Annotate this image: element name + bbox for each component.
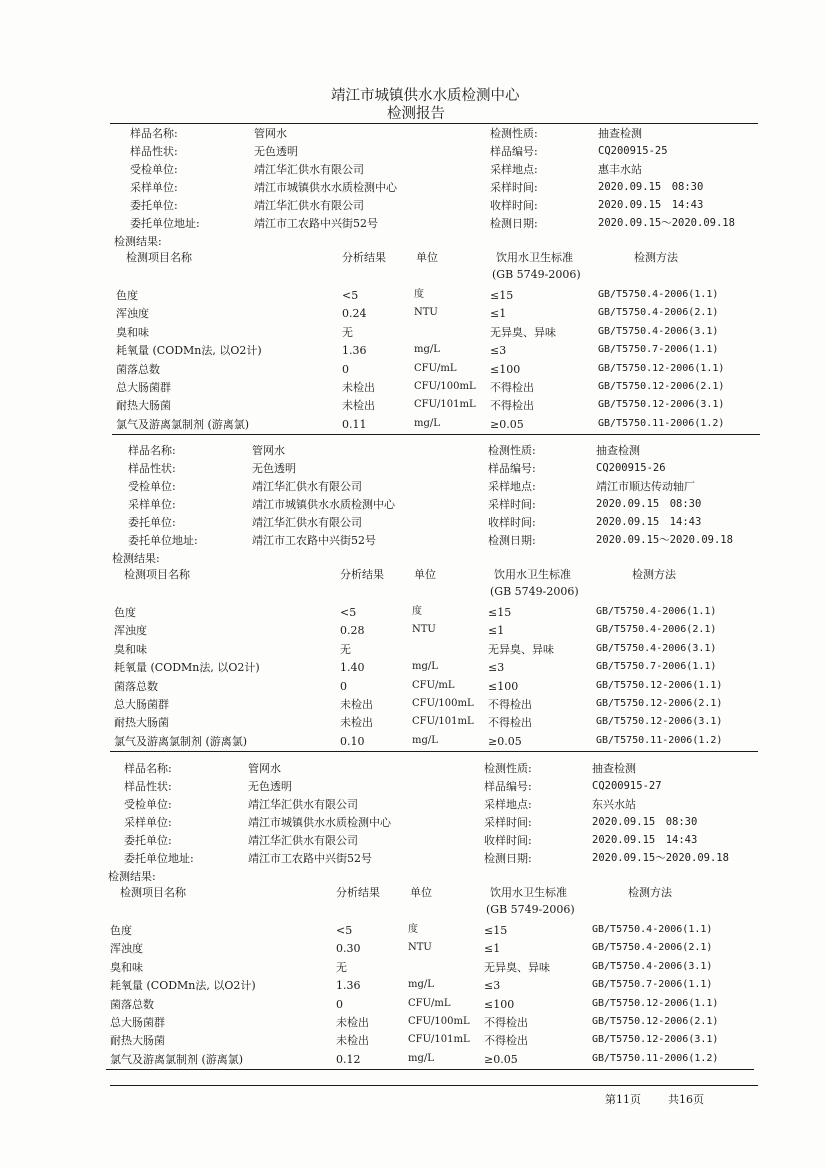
sampling-site-value: 靖江市顺达传动轴厂 [596, 480, 695, 493]
sample-state-label: 样品性状: [130, 145, 178, 158]
item-name: 总大肠菌群 [114, 698, 169, 711]
col-header-standard-sub: (GB 5749-2006) [492, 268, 581, 281]
item-result: 0.10 [340, 734, 365, 748]
inspection-type-value: 抽查检测 [592, 762, 636, 775]
receive-time-label: 收样时间: [490, 199, 538, 212]
item-method: GB/T5750.7-2006(1.1) [598, 344, 719, 356]
item-standard: ≤100 [488, 679, 519, 693]
col-header-unit: 单位 [416, 251, 438, 264]
item-standard: ≤1 [484, 942, 501, 956]
item-result: 0.24 [342, 307, 367, 321]
inspected-unit-value: 靖江华汇供水有限公司 [248, 798, 358, 811]
item-unit: NTU [408, 942, 432, 954]
col-header-standard: 饮用水卫生标准 [490, 886, 567, 899]
item-name: 耐热大肠菌 [114, 716, 169, 730]
item-unit: NTU [414, 307, 438, 319]
col-header-result: 分析结果 [336, 886, 380, 899]
col-header-item: 检测项目名称 [126, 251, 192, 264]
sampling-unit-value: 靖江市城镇供水水质检测中心 [254, 181, 397, 194]
sample-name-value: 管网水 [248, 762, 281, 775]
client-address-label: 委托单位地址: [128, 534, 198, 547]
col-header-standard-sub: (GB 5749-2006) [490, 585, 579, 598]
report-title: 检测报告 [387, 106, 445, 122]
item-result: 未检出 [336, 1016, 369, 1029]
item-method: GB/T5750.4-2006(2.1) [592, 942, 713, 954]
item-result: 1.36 [336, 979, 361, 993]
item-standard: 不得检出 [490, 399, 534, 413]
col-header-result: 分析结果 [342, 251, 386, 264]
item-method: GB/T5750.12-2006(2.1) [596, 698, 723, 709]
item-standard: 无异臭、异味 [490, 325, 556, 339]
item-standard: 无异臭、异味 [484, 960, 550, 974]
sample-no-label: 样品编号: [488, 462, 536, 475]
col-header-method: 检测方法 [634, 251, 678, 264]
item-name: 浑浊度 [110, 942, 143, 956]
item-method: GB/T5750.4-2006(3.1) [598, 325, 719, 337]
item-result: 0 [336, 997, 343, 1011]
item-result: <5 [342, 289, 359, 302]
item-standard: 不得检出 [488, 698, 532, 711]
test-date-value: 2020.09.15～2020.09.18 [598, 217, 735, 229]
item-method: GB/T5750.11-2006(1.2) [592, 1052, 719, 1064]
item-standard: ≤15 [484, 924, 508, 937]
item-standard: ≤3 [488, 661, 505, 675]
client-unit-value: 靖江华汇供水有限公司 [248, 834, 358, 847]
inspected-unit-label: 受检单位: [130, 163, 178, 176]
item-method: GB/T5750.11-2006(1.2) [596, 734, 723, 746]
page-number: 第11页 [605, 1093, 641, 1106]
client-unit-label: 委托单位: [130, 199, 178, 212]
item-result: 0.12 [336, 1052, 361, 1066]
results-label: 检测结果: [108, 870, 156, 883]
sampling-time-value: 2020.09.15 08:30 [592, 816, 698, 828]
sample-no-label: 样品编号: [490, 145, 538, 158]
item-result: 无 [340, 642, 351, 656]
item-result: 无 [342, 325, 353, 339]
sampling-unit-label: 采样单位: [128, 498, 176, 511]
receive-time-value: 2020.09.15 14:43 [598, 199, 704, 211]
inspected-unit-label: 受检单位: [124, 798, 172, 811]
item-standard: 不得检出 [488, 716, 532, 730]
item-result: 未检出 [340, 716, 373, 730]
client-unit-label: 委托单位: [128, 516, 176, 529]
inspection-type-label: 检测性质: [488, 444, 536, 457]
sample-state-value: 无色透明 [254, 145, 298, 158]
item-unit: mg/L [412, 734, 438, 746]
section-divider [106, 1069, 754, 1070]
item-result: 1.36 [342, 344, 367, 358]
item-unit: mg/L [414, 417, 440, 429]
item-method: GB/T5750.12-2006(2.1) [592, 1016, 719, 1027]
item-result: 未检出 [342, 399, 375, 413]
col-header-item: 检测项目名称 [120, 886, 186, 899]
item-name: 臭和味 [114, 642, 147, 656]
item-name: 臭和味 [110, 960, 143, 974]
item-standard: ≤1 [490, 307, 507, 321]
item-standard: ≤1 [488, 624, 505, 638]
item-standard: ≤3 [484, 979, 501, 993]
item-name: 色度 [114, 606, 136, 619]
item-unit: 度 [412, 606, 422, 617]
item-standard: 不得检出 [484, 1034, 528, 1048]
item-method: GB/T5750.4-2006(1.1) [596, 606, 717, 617]
item-name: 浑浊度 [116, 307, 149, 321]
sample-no-value: CQ200915-25 [598, 145, 668, 157]
sampling-site-label: 采样地点: [484, 798, 532, 811]
item-method: GB/T5750.12-2006(1.1) [596, 679, 723, 691]
item-name: 氯气及游离氯制剂 (游离氯) [114, 734, 248, 748]
item-result: 0.28 [340, 624, 365, 638]
item-result: 1.40 [340, 661, 365, 675]
sampling-time-value: 2020.09.15 08:30 [598, 181, 704, 193]
item-result: 0 [342, 362, 349, 376]
item-result: <5 [336, 924, 353, 937]
item-result: 无 [336, 960, 347, 974]
item-name: 耗氧量 (CODMn法, 以O2计) [114, 661, 260, 675]
item-unit: mg/L [408, 979, 434, 991]
item-unit: 度 [408, 924, 418, 935]
col-header-result: 分析结果 [340, 568, 384, 581]
page-total: 共16页 [668, 1093, 704, 1106]
bottom-rule [110, 1085, 758, 1086]
item-method: GB/T5750.4-2006(2.1) [596, 624, 717, 636]
client-unit-label: 委托单位: [124, 834, 172, 847]
item-name: 菌落总数 [110, 997, 154, 1011]
sample-name-label: 样品名称: [128, 444, 176, 457]
col-header-item: 检测项目名称 [124, 568, 190, 581]
client-unit-value: 靖江华汇供水有限公司 [252, 516, 362, 529]
sampling-site-label: 采样地点: [490, 163, 538, 176]
item-standard: ≥0.05 [488, 734, 522, 748]
client-address-value: 靖江市工农路中兴街52号 [252, 534, 376, 547]
item-unit: CFU/101mL [412, 716, 474, 728]
item-result: 未检出 [342, 381, 375, 394]
test-date-label: 检测日期: [490, 217, 538, 230]
sample-name-value: 管网水 [254, 127, 287, 140]
col-header-standard: 饮用水卫生标准 [494, 568, 571, 581]
item-result: 未检出 [340, 698, 373, 711]
sampling-site-value: 惠丰水站 [598, 163, 642, 176]
item-unit: mg/L [412, 661, 438, 673]
sample-state-label: 样品性状: [124, 780, 172, 793]
item-unit: CFU/101mL [414, 399, 476, 411]
item-result: 0.11 [342, 417, 367, 431]
sample-state-value: 无色透明 [252, 462, 296, 475]
item-name: 总大肠菌群 [116, 381, 171, 394]
sampling-site-value: 东兴水站 [592, 798, 636, 811]
item-method: GB/T5750.12-2006(3.1) [598, 399, 725, 411]
item-standard: 无异臭、异味 [488, 642, 554, 656]
item-name: 总大肠菌群 [110, 1016, 165, 1029]
sample-state-value: 无色透明 [248, 780, 292, 793]
item-unit: CFU/mL [414, 362, 457, 374]
item-standard: ≤3 [490, 344, 507, 358]
sampling-time-value: 2020.09.15 08:30 [596, 498, 702, 510]
item-unit: CFU/100mL [408, 1016, 470, 1027]
sample-no-value: CQ200915-27 [592, 780, 662, 792]
item-name: 耗氧量 (CODMn法, 以O2计) [110, 979, 256, 993]
col-header-method: 检测方法 [628, 886, 672, 899]
item-name: 耐热大肠菌 [110, 1034, 165, 1048]
col-header-standard: 饮用水卫生标准 [496, 251, 573, 264]
report-org-title: 靖江市城镇供水水质检测中心 [331, 88, 520, 104]
test-date-value: 2020.09.15～2020.09.18 [592, 852, 729, 864]
section-divider [112, 434, 760, 435]
receive-time-label: 收样时间: [488, 516, 536, 529]
item-unit: CFU/101mL [408, 1034, 470, 1046]
item-method: GB/T5750.11-2006(1.2) [598, 417, 725, 429]
item-method: GB/T5750.4-2006(1.1) [592, 924, 713, 935]
item-standard: ≤15 [490, 289, 514, 302]
item-standard: ≤15 [488, 606, 512, 619]
inspection-type-label: 检测性质: [490, 127, 538, 140]
test-date-value: 2020.09.15～2020.09.18 [596, 534, 733, 546]
item-result: 0.30 [336, 942, 361, 956]
client-address-label: 委托单位地址: [130, 217, 200, 230]
results-label: 检测结果: [114, 235, 162, 248]
item-method: GB/T5750.4-2006(3.1) [596, 642, 717, 654]
inspection-type-value: 抽查检测 [598, 127, 642, 140]
inspection-type-value: 抽查检测 [596, 444, 640, 457]
item-method: GB/T5750.4-2006(2.1) [598, 307, 719, 319]
item-name: 耗氧量 (CODMn法, 以O2计) [116, 344, 262, 358]
client-address-label: 委托单位地址: [124, 852, 194, 865]
item-result: <5 [340, 606, 357, 619]
item-name: 氯气及游离氯制剂 (游离氯) [116, 417, 250, 431]
item-method: GB/T5750.12-2006(2.1) [598, 381, 725, 392]
receive-time-value: 2020.09.15 14:43 [592, 834, 698, 846]
client-address-value: 靖江市工农路中兴街52号 [248, 852, 372, 865]
inspected-unit-label: 受检单位: [128, 480, 176, 493]
sampling-unit-value: 靖江市城镇供水水质检测中心 [252, 498, 395, 511]
item-method: GB/T5750.12-2006(1.1) [598, 362, 725, 374]
sampling-time-label: 采样时间: [490, 181, 538, 194]
receive-time-label: 收样时间: [484, 834, 532, 847]
item-name: 浑浊度 [114, 624, 147, 638]
inspection-type-label: 检测性质: [484, 762, 532, 775]
test-date-label: 检测日期: [484, 852, 532, 865]
sample-state-label: 样品性状: [128, 462, 176, 475]
item-unit: NTU [412, 624, 436, 636]
item-method: GB/T5750.12-2006(1.1) [592, 997, 719, 1009]
item-method: GB/T5750.7-2006(1.1) [592, 979, 713, 991]
item-method: GB/T5750.12-2006(3.1) [596, 716, 723, 728]
section-divider [110, 751, 758, 752]
test-date-label: 检测日期: [488, 534, 536, 547]
col-header-unit: 单位 [410, 886, 432, 899]
item-unit: 度 [414, 289, 424, 300]
item-method: GB/T5750.4-2006(3.1) [592, 960, 713, 972]
item-standard: ≥0.05 [484, 1052, 518, 1066]
item-unit: CFU/100mL [414, 381, 476, 392]
item-method: GB/T5750.7-2006(1.1) [596, 661, 717, 673]
sampling-unit-value: 靖江市城镇供水水质检测中心 [248, 816, 391, 829]
sampling-unit-label: 采样单位: [130, 181, 178, 194]
top-rule [110, 123, 758, 124]
sampling-time-label: 采样时间: [488, 498, 536, 511]
item-name: 臭和味 [116, 325, 149, 339]
item-unit: CFU/mL [408, 997, 451, 1009]
inspected-unit-value: 靖江华汇供水有限公司 [254, 163, 364, 176]
item-name: 菌落总数 [114, 679, 158, 693]
sample-no-value: CQ200915-26 [596, 462, 666, 474]
item-standard: ≥0.05 [490, 417, 524, 431]
sample-name-label: 样品名称: [130, 127, 178, 140]
item-standard: 不得检出 [490, 381, 534, 394]
col-header-method: 检测方法 [632, 568, 676, 581]
inspected-unit-value: 靖江华汇供水有限公司 [252, 480, 362, 493]
item-name: 色度 [116, 289, 138, 302]
item-name: 耐热大肠菌 [116, 399, 171, 413]
receive-time-value: 2020.09.15 14:43 [596, 516, 702, 528]
item-name: 色度 [110, 924, 132, 937]
sample-name-value: 管网水 [252, 444, 285, 457]
sampling-unit-label: 采样单位: [124, 816, 172, 829]
client-unit-value: 靖江华汇供水有限公司 [254, 199, 364, 212]
item-result: 未检出 [336, 1034, 369, 1048]
sampling-time-label: 采样时间: [484, 816, 532, 829]
item-method: GB/T5750.4-2006(1.1) [598, 289, 719, 300]
sample-name-label: 样品名称: [124, 762, 172, 775]
client-address-value: 靖江市工农路中兴街52号 [254, 217, 378, 230]
sample-no-label: 样品编号: [484, 780, 532, 793]
item-name: 氯气及游离氯制剂 (游离氯) [110, 1052, 244, 1066]
item-unit: CFU/100mL [412, 698, 474, 709]
item-method: GB/T5750.12-2006(3.1) [592, 1034, 719, 1046]
item-result: 0 [340, 679, 347, 693]
item-standard: 不得检出 [484, 1016, 528, 1029]
col-header-standard-sub: (GB 5749-2006) [486, 903, 575, 916]
item-unit: mg/L [408, 1052, 434, 1064]
item-unit: mg/L [414, 344, 440, 356]
item-standard: ≤100 [484, 997, 515, 1011]
col-header-unit: 单位 [414, 568, 436, 581]
item-name: 菌落总数 [116, 362, 160, 376]
item-unit: CFU/mL [412, 679, 455, 691]
results-label: 检测结果: [112, 552, 160, 565]
sampling-site-label: 采样地点: [488, 480, 536, 493]
item-standard: ≤100 [490, 362, 521, 376]
